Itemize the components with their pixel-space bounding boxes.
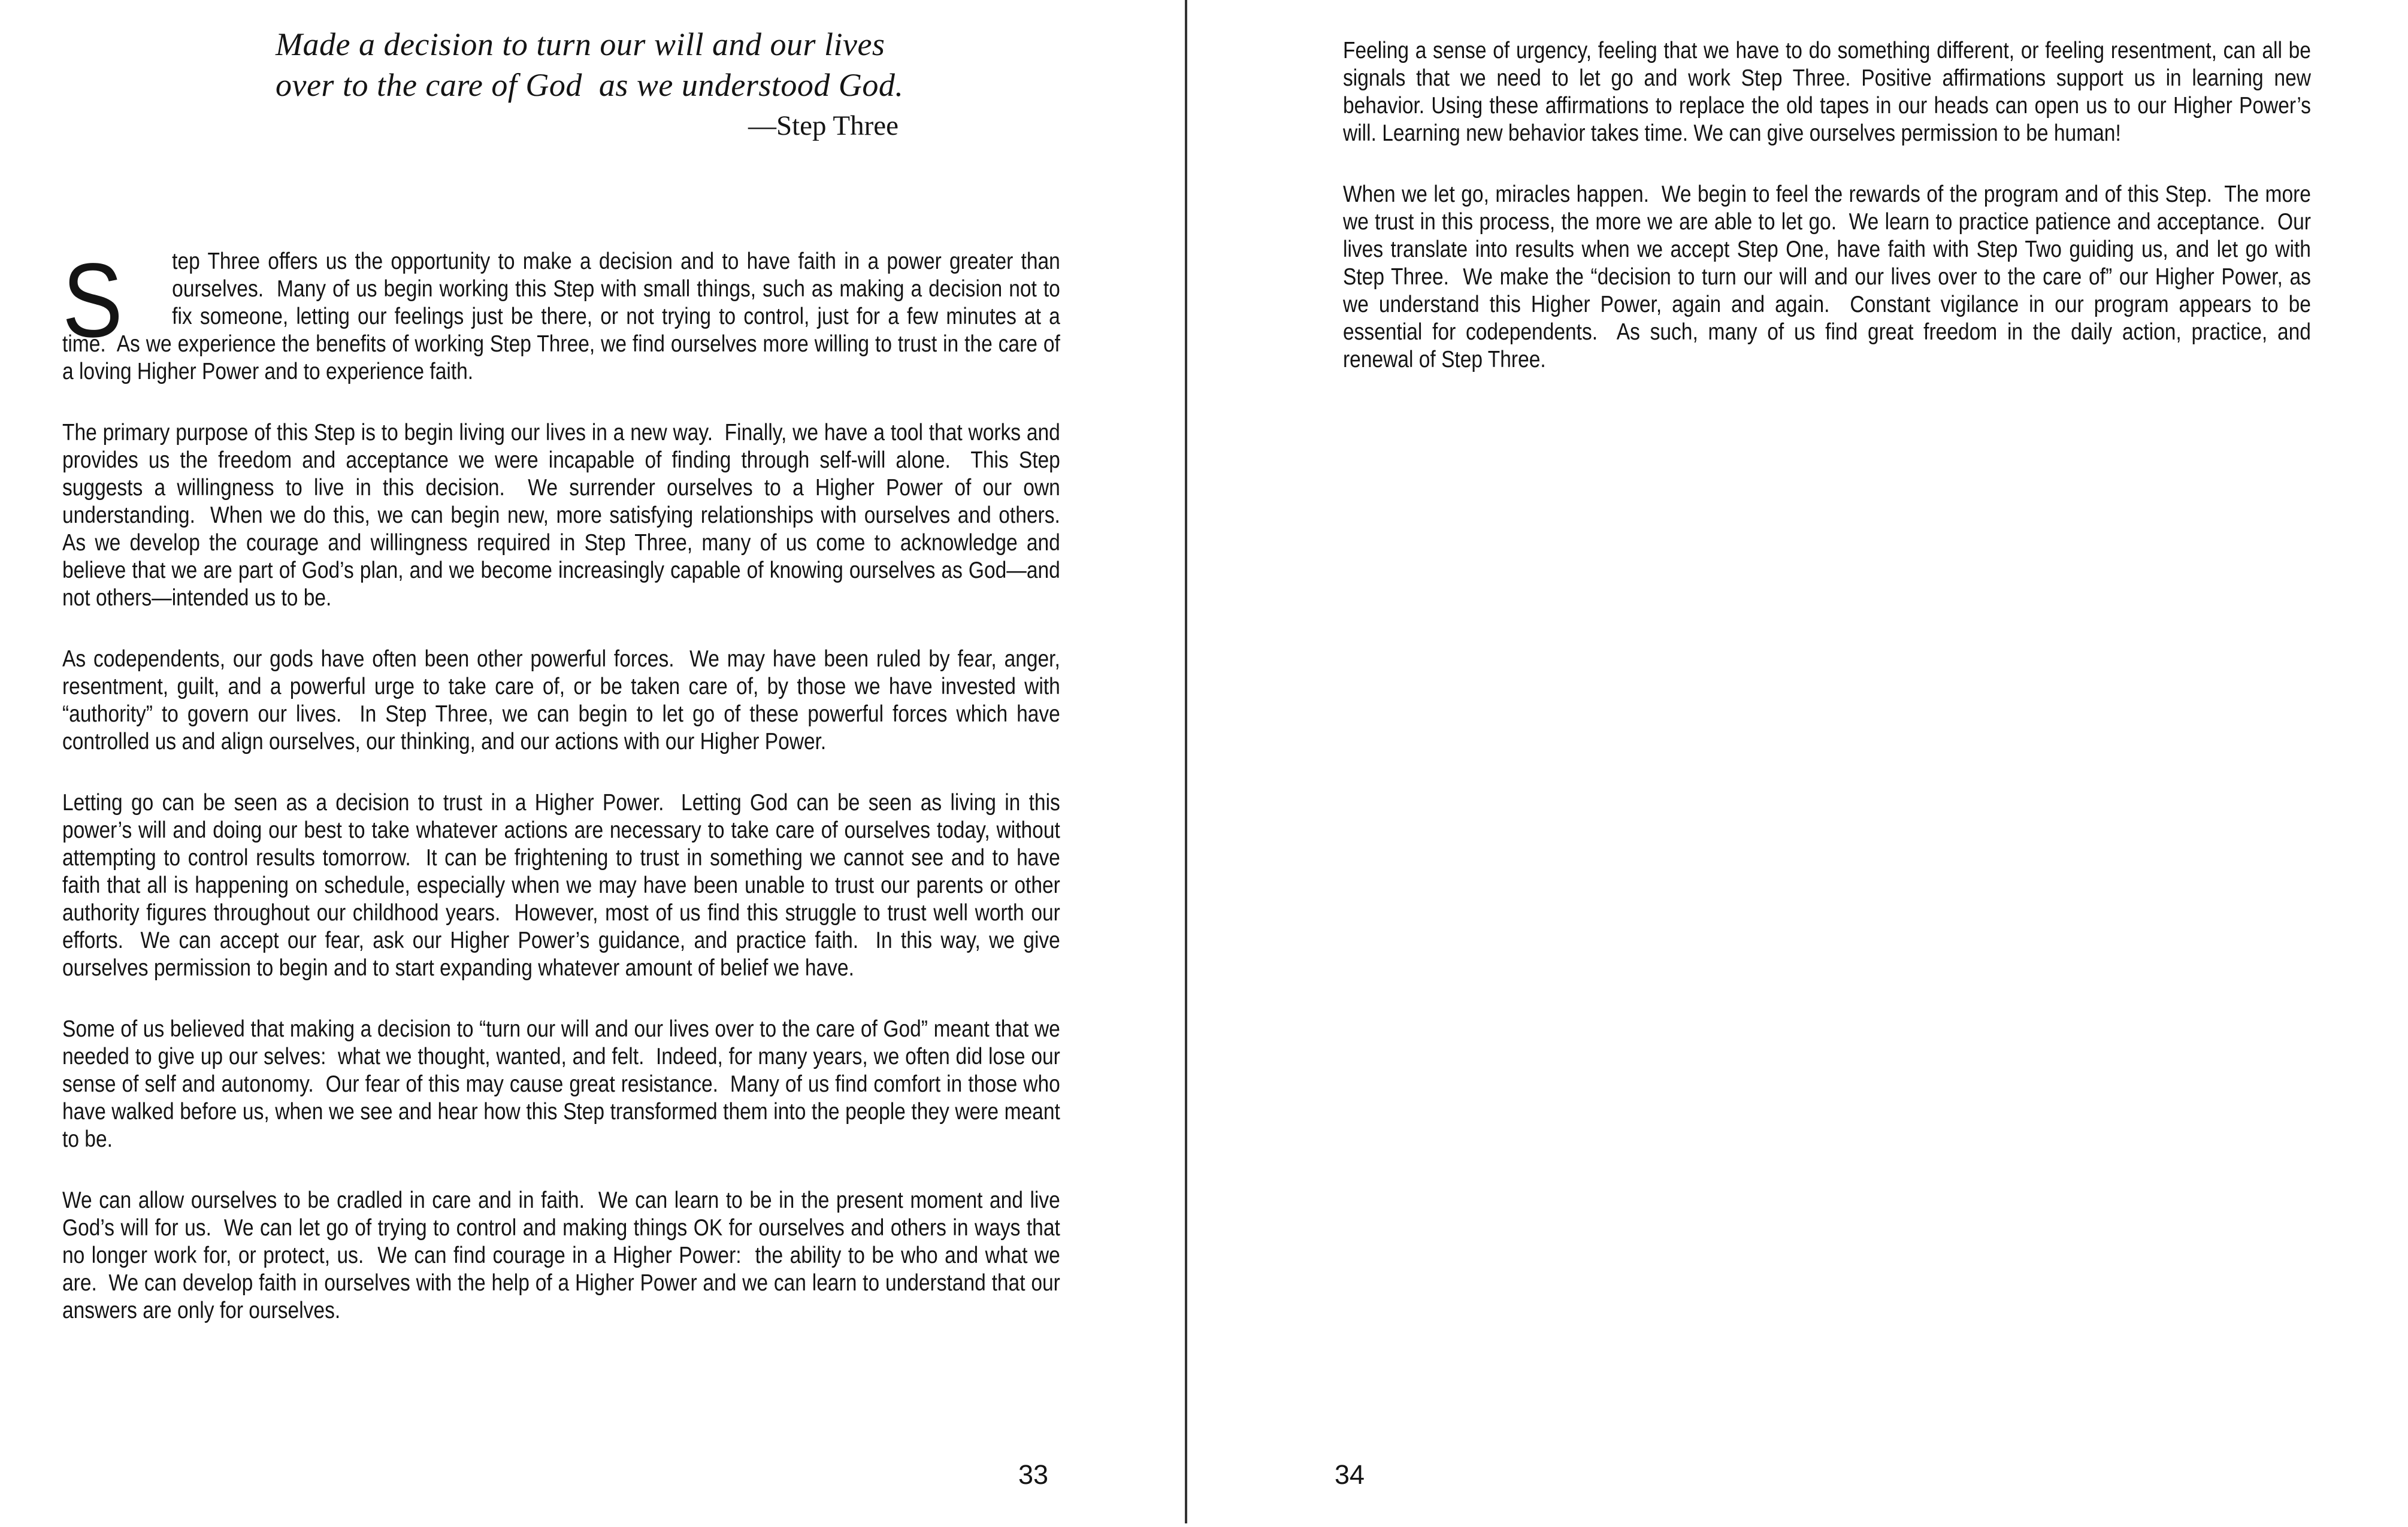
right-paragraph-2: When we let go, miracles happen. We begin to feel the rewards of the program and of this Step. The more we trust in this process, the more we are able to let go. We learn to practice patience and acceptance. Our lives translate into results when we accept Step One, have faith with Step Two guiding us, and let go with Step Three. We make the “decision to turn our will and our lives over to the care of” our Higher Power, as we understand this Higher Power, again and again. Constant vigilance in our program appears to be essential for codependents. As such, many of us find great freedom in the daily action, practice, and renewal of Step Three. xyxy=(1343,181,2317,372)
left-page-number: 33 xyxy=(1018,1459,1048,1490)
right-page-number: 34 xyxy=(1335,1459,1365,1490)
left-paragraph-6: We can allow ourselves to be cradled in care and in faith. We can learn to be in the present moment and live God’s will for us. We can let go of trying to control and making things OK for ourselves and others in ways that no longer work for, or protect, us. We can find courage in a Higher Power: the ability to be who and what we are. We can develop faith in ourselves with the help of a Higher Power and we can learn to understand that our answers are only for ourselves. xyxy=(62,1187,1066,1323)
left-paragraph-5: Some of us believed that making a decision to “turn our will and our lives over to the care of God” meant that we needed to give up our selves: what we thought, wanted, and felt. Indeed, for many years, we often did lose our sense of self and autonomy. Our fear of this may cause great resistance. Many of us find comfort in those who have walked before us, when we see and hear how this Step transformed them into the people they were meant to be. xyxy=(62,1016,1066,1152)
step-epigraph xyxy=(276,24,904,141)
right-paragraph-1: Feeling a sense of urgency, feeling that we have to do something different, or feeling resentment, can all be signals that we need to let go and work Step Three. Positive affirmations support us in learning new behavior. Using these affirmations to replace the old tapes in our heads can open us to our Higher Power’s will. Learning new behavior takes time. We can give ourselves permission to be human! xyxy=(1343,38,2317,146)
drop-cap-letter: S xyxy=(62,242,123,359)
page-divider xyxy=(1185,0,1187,1523)
left-page-text-column xyxy=(62,242,1072,1325)
left-paragraph-4: Letting go can be seen as a decision to trust in a Higher Power. Letting God can be seen as living in this power’s will and doing our best to take whatever actions are necessary to take care of ourselves today, without attempting to control results tomorrow. It can be frightening to trust in something we cannot see and to have faith that all is happening on schedule, especially when we may have been unable to trust our parents or other authority figures throughout our childhood years. However, most of us find this struggle to trust well worth our efforts. We can accept our fear, ask our Higher Power’s guidance, and practice faith. In this way, we give ourselves permission to begin and to start expanding whatever amount of belief we have. xyxy=(62,790,1066,981)
epigraph-line-1: Made a decision to turn our will and our lives xyxy=(276,26,885,62)
left-paragraph-1 xyxy=(62,242,1066,386)
right-page-text-column xyxy=(1343,37,2317,374)
left-paragraph-3: As codependents, our gods have often been other powerful forces. We may have been ruled by fear, anger, resentment, guilt, and a powerful urge to take care of, or be taken care of, by those we have invested with “authority” to govern our lives. In Step Three, we can begin to let go of these powerful forces which have controlled us and align ourselves, our thinking, and our actions with our Higher Power. xyxy=(62,646,1066,755)
epigraph-attribution: —Step Three xyxy=(748,110,899,141)
left-paragraph-2: The primary purpose of this Step is to begin living our lives in a new way. Finally, we have a tool that works and provides us the freedom and acceptance we were incapable of finding through self-will alone. This Step suggests a willingness to live in this decision. We surrender ourselves to a Higher Power of our own understanding. When we do this, we can begin new, more satisfying relationships with ourselves and others. As we develop the courage and willingness required in Step Three, many of us come to acknowledge and believe that we are part of God’s plan, and we become increasingly capable of knowing ourselves as God—and not others—intended us to be. xyxy=(62,420,1072,611)
epigraph-line-2: over to the care of God as we understood God. xyxy=(276,67,904,103)
left-paragraph-1-text: tep Three offers us the opportunity to make a decision and to have faith in a power greater than ourselves. Many of us begin working this Step with small things, such as making a decision not to fix someone, letting our feelings just be there, or not trying to control, just for a few minutes at a time. As we experience the benefits of working Step Three, we find ourselves more willing to trust in the care of a loving Higher Power and to experience faith. xyxy=(62,249,1066,384)
